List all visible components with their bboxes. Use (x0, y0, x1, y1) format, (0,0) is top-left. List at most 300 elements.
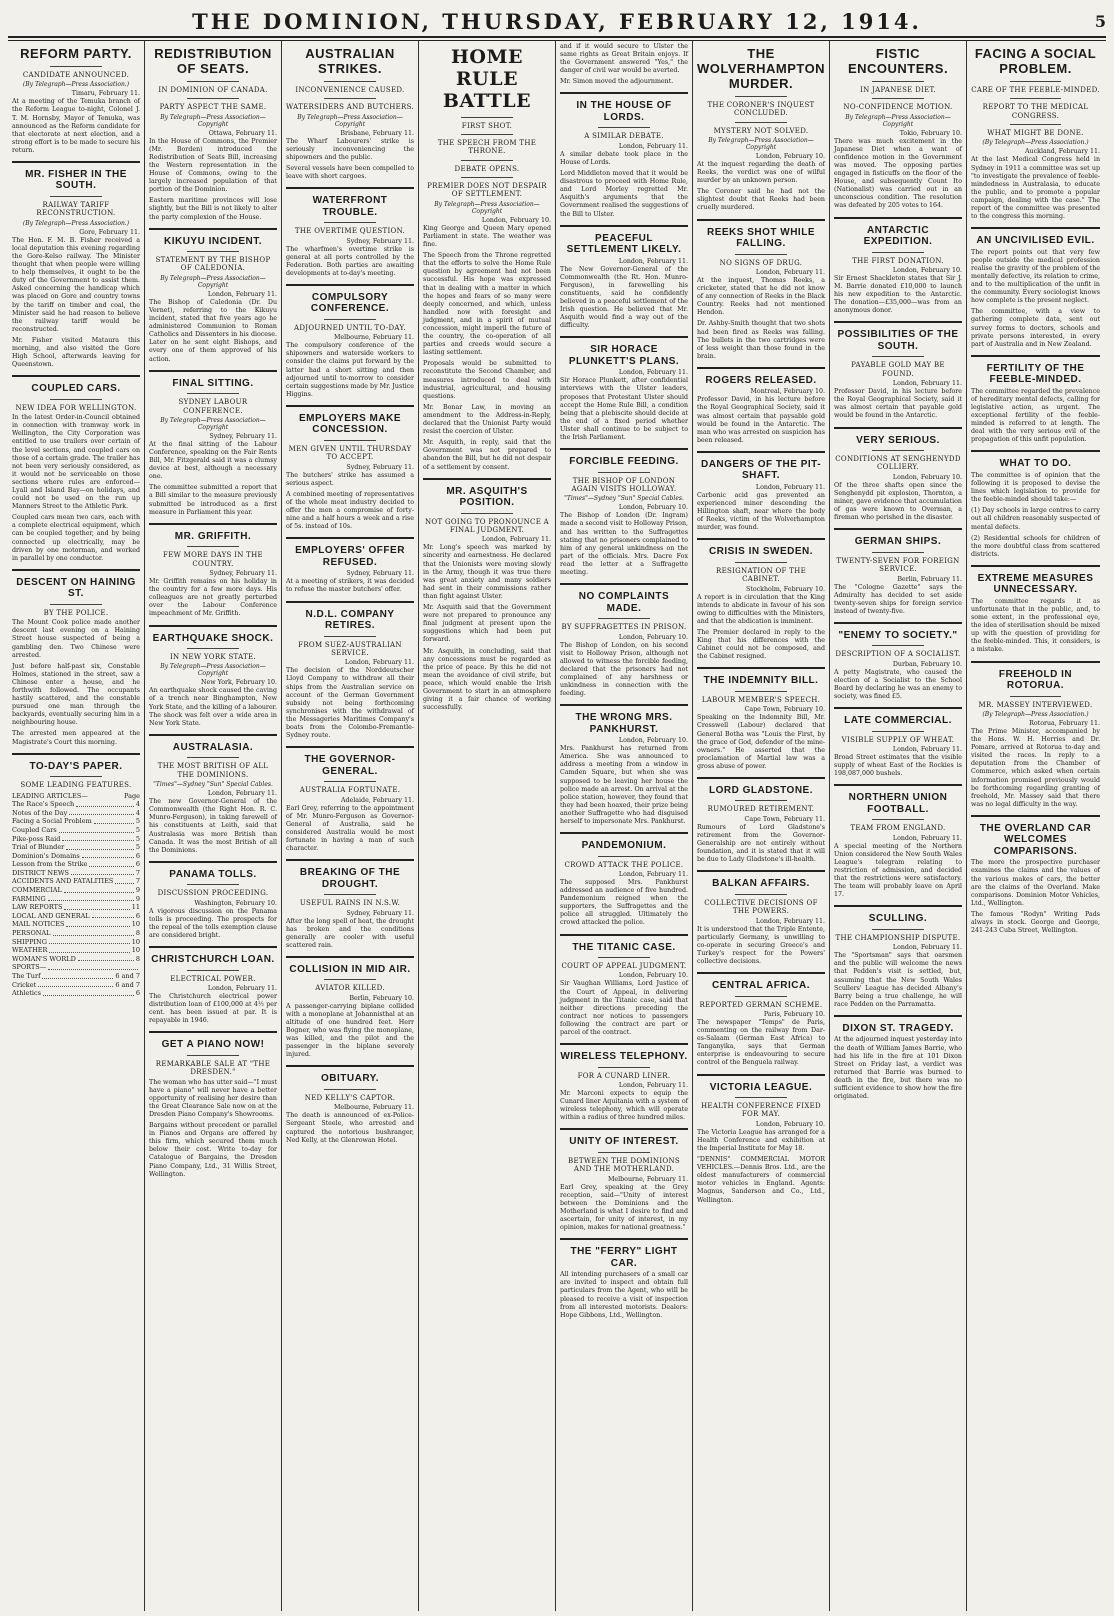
subhead-rule (1010, 98, 1062, 99)
contents-leader (64, 903, 129, 910)
article-divider (834, 905, 962, 907)
subhead: THE FIRST DONATION. (852, 256, 944, 265)
subhead: WHAT MIGHT BE DONE. (987, 129, 1084, 138)
dateline: London, February 11. (892, 746, 962, 754)
body-paragraph: "DENNIS" COMMERCIAL MOTOR VEHICLES.—Dennis Bros. Ltd., are the oldest manufacturers of commercial motor vehicles in England. Agents: Magnus, Sanderson and Co., Ltd., Wellington. (697, 1156, 825, 1204)
article (286, 187, 414, 278)
headline: REDISTRIBUTION OF SEATS. (154, 46, 272, 76)
article-divider (149, 1031, 277, 1033)
contents-leader (64, 886, 134, 893)
dateline: London, February 11. (481, 536, 551, 544)
contents-item (12, 860, 140, 869)
headline: AUSTRALASIA. (172, 741, 254, 753)
article-divider (149, 370, 277, 372)
contents-item (12, 895, 140, 904)
subhead: THE SPEECH FROM THE THRONE. (437, 138, 537, 156)
body-paragraph: In the House of Commons, the Premier (Mr. Borden) introduced the Redistribution of Seats Bill, increasing the Western representation in the House of Commons, owing to the largely increased population of that portion of the Dominion. (149, 137, 277, 194)
article (286, 601, 414, 741)
contents-leader (66, 843, 134, 850)
headline: REFORM PARTY. (20, 46, 132, 61)
subhead-rule (735, 562, 786, 563)
article-divider (560, 336, 688, 338)
subhead: PAYABLE GOLD MAY BE FOUND. (851, 361, 945, 378)
headline: SIR HORACE PLUNKETT'S PLANS. (568, 344, 680, 367)
contents-item-label: LOCAL AND GENERAL (12, 911, 90, 920)
article-divider (149, 228, 277, 230)
contents-item (12, 869, 140, 878)
page-number: 5 (1094, 11, 1106, 31)
dateline: London, February 10. (481, 216, 551, 224)
contents-header-page: Page (124, 791, 140, 800)
column-5 (556, 41, 693, 1611)
article-divider (560, 583, 688, 585)
article (971, 47, 1100, 221)
subhead-rule (187, 81, 238, 82)
contents-item-label: Facing a Social Problem (12, 817, 92, 826)
article (560, 92, 688, 218)
dateline: Washington, February 10. (194, 899, 277, 907)
headline: GET A PIANO NOW! (161, 1039, 265, 1051)
body-paragraph: Mr. Asquith, in concluding, said that any concessions must be regarded as the price of peace. By this he did not mean the avoidance of civil strife, but peace, which would enable the Irish Government to start in an atmosphere giving it a fair chance of working successfully. (423, 647, 551, 712)
body-paragraph: Mr. Long's speech was marked by sincerity and earnestness. He declared that the Unionists were moving slowly in the Army, though it was true there was great anxiety and many soldiers had sent in their commissions rather than fight against Ulster. (423, 544, 551, 600)
body-paragraph: The famous "Rodyn" Writing Pads always in stock. George and George, 241-243 Cuba Street, Wellington. (971, 910, 1100, 935)
subhead: REMARKABLE SALE AT "THE DRESDEN." (155, 1059, 271, 1077)
article (286, 859, 414, 950)
body-paragraph: It is understood that the Triple Entente, particularly Germany, is unwilling to co-operate in securing Greece's and Turkey's respect for the Powers' collective decisions. (697, 925, 825, 965)
wire-credit: (By Telegraph—Press Association.) (22, 81, 130, 89)
article (697, 777, 825, 864)
article (697, 367, 825, 445)
headline: EXTREME MEASURES UNNECESSARY. (977, 572, 1094, 596)
headline: TO-DAY'S PAPER. (29, 760, 123, 772)
headline: REEKS SHOT WHILE FALLING. (706, 226, 815, 250)
article-divider (286, 187, 414, 189)
headline: PANDEMONIUM. (581, 840, 667, 852)
dateline: Cape Town, February 11. (744, 815, 825, 823)
body-paragraph: Lord Middleton moved that it would be disastrous to proceed with Home Rule, and Lord Morley regretted Mr. Asquith's arguments that the Government realised the suggestions of the Bill to Ulster. (560, 170, 688, 218)
dateline: Stockholm, February 10. (746, 585, 825, 593)
body-paragraph: Broad Street estimates that the visible supply of wheat East of the Rockies is 198,087,000 bushels. (834, 754, 962, 778)
subhead-rule (735, 122, 786, 123)
subhead: COLLECTIVE DECISIONS OF THE POWERS. (704, 898, 818, 916)
body-paragraph: The Prime Minister, accompanied by the Hons. W. H. Herries and Dr. Pomare, arrived at Rotorua to-day and visited the races. In reply to a deputation from the Chamber of Commerce, which asked when certain information promised previously would be forthcoming regarding granting of freehold, Mr. Massey said that there was no legal difficulty in the way. (971, 727, 1100, 808)
article-divider (697, 451, 825, 453)
subhead-rule (735, 254, 786, 255)
article-divider (560, 448, 688, 450)
body-paragraph: Coupled cars mean two cars, each with a complete electrical equipment, which can be coupled together, and by being connected up electrically, may be driven by one motorman, and worked in parallel by one conductor. (12, 514, 140, 562)
subhead: ADJOURNED UNTIL TO-DAY. (293, 323, 407, 332)
article-divider (971, 450, 1100, 452)
contents-header (12, 792, 140, 801)
article (286, 405, 414, 531)
body-paragraph: An earthquake shock caused the caving of a trench near Binghampton, New York State, and the killing of a labourer. The shock was felt over a wide area in New York State. (149, 687, 277, 727)
article (560, 1238, 688, 1320)
dateline: London, February 11. (207, 790, 277, 798)
body-paragraph: The New Governor-General of the Commonwealth (the Rt. Hon. Munro-Ferguson), in farewelling his constituents, said he confidently believed in a peaceful settlement of the Irish question. He believed that Mr. Asquith would find a way out of the difficulty. (560, 265, 688, 330)
body-paragraph: The death is announced of ex-Police-Sergeant Steele, who arrested and captured the notorious bushranger, Ned Kelly, at the Glenrowan Hotel. (286, 1112, 414, 1144)
article (560, 583, 688, 698)
headline: MR. GRIFFITH. (174, 530, 252, 542)
dateline: Sydney, February 11. (209, 432, 277, 440)
article-divider (834, 622, 962, 624)
contents-item-page: 9 (135, 894, 140, 903)
headline: NO COMPLAINTS MADE. (578, 591, 670, 614)
body-paragraph: A report is in circulation that the King intends to abdicate in favour of his son owing to difficulties with the Ministers, and that the abdication is imminent. (697, 593, 825, 625)
subhead-rule (598, 618, 649, 619)
body-paragraph: The committee is of opinion that the following it is proposed to devise the lines which legislation to provide for the feeble-minded should take:— (971, 471, 1100, 504)
contents-leader (66, 920, 129, 927)
dateline: Paris, February 10. (763, 1010, 825, 1018)
body-paragraph: Mr. Griffith remains on his holiday in the country for a few more days. His colleagues are not greatly perturbed over the Labour Conference impeachment of Mr. Griffith. (149, 578, 277, 618)
dateline: London, February 11. (618, 1082, 688, 1090)
subhead-rule (50, 66, 101, 67)
subhead-rule (598, 127, 649, 128)
article-divider (149, 523, 277, 525)
article (971, 565, 1100, 655)
column-4 (419, 41, 556, 1611)
subhead-rule (461, 513, 512, 514)
subhead-rule (872, 450, 923, 451)
contents-leader (49, 938, 130, 945)
subhead: A SIMILAR DEBATE. (584, 132, 664, 141)
headline: ROGERS RELEASED. (705, 374, 817, 386)
article-divider (560, 832, 688, 834)
contents-leader (89, 860, 133, 867)
article (697, 538, 825, 661)
article-divider (697, 777, 825, 779)
contents-item-page: 6 and 7 (115, 972, 140, 980)
subhead: LABOUR MEMBER'S SPEECH. (701, 695, 821, 704)
subhead: AVIATOR KILLED. (315, 984, 385, 993)
body-paragraph: (1) Day schools in large centres to carry out all children reasonably suspected of mental defects. (971, 507, 1100, 531)
contents-item (12, 800, 140, 809)
contents-item (12, 946, 140, 955)
headline: COLLISION IN MID AIR. (289, 963, 411, 975)
article-divider (149, 946, 277, 948)
subhead-rule (735, 996, 786, 997)
subhead-rule (872, 98, 923, 99)
dateline: London, February 11. (755, 917, 825, 925)
columns-container (8, 40, 1106, 1611)
article-divider (560, 1238, 688, 1240)
headline: KIKUYU INCIDENT. (163, 235, 262, 247)
dateline: London, February 10. (618, 972, 688, 980)
wire-credit: By Telegraph—Press Association—Copyright (160, 113, 266, 128)
body-paragraph: Sir Ernest Shackleton states that Sir J. M. Barrie donated £10,000 to launch his new expedition to the Antarctic. The donation—£35,000—was from an anonymous donor. (834, 274, 962, 315)
subhead-rule (324, 1089, 375, 1090)
subhead-rule (50, 604, 101, 605)
subhead: PARTY ASPECT THE SAME. (159, 103, 267, 112)
wire-credit: By Telegraph—Press Association—Copyright (708, 136, 814, 151)
article (834, 427, 962, 523)
contents-item-label: Pike-poss Raid (12, 834, 61, 843)
headline: LORD GLADSTONE. (709, 784, 813, 796)
subhead-rule (872, 252, 923, 253)
dateline: Melbourne, February 11. (607, 1175, 688, 1183)
body-paragraph: Mr. Fisher visited Mataura this morning, and also visited the Gore High School, afterwards leaving for Queenstown. (12, 336, 140, 369)
headline: BALKAN AFFAIRS. (712, 878, 810, 890)
body-paragraph: The committee, with a view to gathering complete data, sent out survey forms to doctors, schools and private persons interested, in every part of Australia and in New Zealand. (971, 308, 1100, 348)
subhead: MEN GIVEN UNTIL THURSDAY TO ACCEPT. (288, 444, 412, 462)
dateline: London, February 11. (755, 268, 825, 276)
article-divider (149, 734, 277, 736)
contents-leader (42, 972, 113, 979)
contents-item-page: 5 (135, 817, 140, 826)
subhead: NO SIGNS OF DRUG. (719, 258, 803, 267)
article-divider (834, 528, 962, 530)
contents-item-page: 9 (135, 886, 140, 895)
subhead: STATEMENT BY THE BISHOP OF CALEDONIA. (155, 256, 271, 273)
dateline: Ottawa, February 11. (208, 129, 277, 137)
subhead-rule (872, 81, 923, 82)
dateline: London, February 10. (618, 504, 688, 512)
subhead-rule (872, 356, 923, 357)
contents-item (12, 903, 140, 912)
contents-item-label: MAIL NOTICES (12, 920, 65, 929)
contents-item (12, 809, 140, 818)
contents-item (12, 877, 140, 886)
body-paragraph: A similar debate took place in the House of Lords. (560, 150, 688, 166)
headline: HOME RULE BATTLE (442, 46, 532, 112)
body-paragraph: Earl Grey, referring to the appointment of Mr. Munro-Ferguson as Governor-General of Australia, said he considered Australia would be most fortunate in having a man of such character. (286, 804, 414, 853)
body-paragraph: The "Cologne Gazette" says the Admiralty has decided to set aside twenty-seven ships for foreign service instead of twenty-five. (834, 583, 962, 615)
headline: OBITUARY. (320, 1073, 380, 1085)
headline: N.D.L. COMPANY RETIRES. (305, 608, 395, 632)
contents-item-page: 11 (131, 903, 140, 912)
headline: CRISIS IN SWEDEN. (708, 546, 814, 558)
subhead: BY THE POLICE. (43, 608, 109, 617)
article (149, 523, 277, 619)
subhead-rule (872, 552, 923, 553)
headline: AUSTRALIAN STRIKES. (305, 46, 395, 76)
article-divider (697, 870, 825, 872)
subhead: SYDNEY LABOUR CONFERENCE. (178, 398, 248, 415)
subhead-rule (187, 970, 238, 971)
dateline: London, February 10. (892, 473, 962, 481)
body-paragraph: Professor David, in his lecture before the Royal Geographical Society, said it was almost certain that payable gold would be found in the Antarctic. (834, 388, 962, 420)
article (286, 537, 414, 594)
headline: CENTRAL AFRICA. (711, 980, 811, 992)
subhead: IN DOMINION OF CANADA. (158, 85, 268, 94)
subhead: DEBATE OPENS. (454, 164, 520, 173)
wire-credit: (By Telegraph—Press Association.) (982, 139, 1089, 147)
article (971, 450, 1100, 558)
contents-item-page: 4 (135, 808, 140, 817)
article (697, 451, 825, 532)
contents-item-label: PERSONAL (12, 929, 51, 938)
headline: POSSIBILITIES OF THE SOUTH. (837, 329, 959, 352)
dateline: Berlin, February 11. (897, 575, 962, 583)
body-paragraph: The arrested men appeared at the Magistrate's Court this morning. (12, 730, 140, 746)
contents-leader (115, 877, 134, 884)
headline: AN UNCIVILISED EVIL. (976, 235, 1095, 247)
wire-credit: By Telegraph—Press Association—Copyright (160, 663, 266, 678)
body-paragraph: King George and Queen Mary opened Parliament in state. The weather was fine. (423, 224, 551, 249)
article-divider (12, 569, 140, 571)
contents-list (12, 792, 140, 998)
subhead-rule (872, 819, 923, 820)
body-paragraph: Speaking on the Indemnity Bill, Mr. Cresswell (Labour) declared that General Botha was "Louis the First, by the grace of God, defender of the mine-owners." He asserted that the proclamation of Martial law was a gross abuse of power. (697, 714, 825, 770)
body-paragraph: The committee regarded the prevalence of hereditary mental defects, calling for legislative action, as urgent. The exceptional fertility of the feeble-minded is referred to at length. The deal with the very serious evil of the propagation of this unfit population. (971, 387, 1100, 444)
contents-item-page: 5 (135, 834, 140, 843)
article-divider (286, 537, 414, 539)
subhead: MR. MASSEY INTERVIEWED. (978, 700, 1093, 709)
dateline: London, February 11. (207, 290, 277, 298)
contents-item-page: 6 and 7 (115, 980, 140, 989)
subhead: THE OVERTIME QUESTION. (294, 227, 406, 236)
subhead-rule (1010, 81, 1062, 82)
subhead: FEW MORE DAYS IN THE COUNTRY. (163, 551, 263, 568)
headline: GERMAN SHIPS. (854, 536, 942, 548)
article-divider (971, 227, 1100, 229)
article (834, 784, 962, 899)
dateline: London, February 11. (755, 483, 825, 491)
headline: DANGERS OF THE PIT-SHAFT. (700, 458, 822, 482)
dateline: Rotorua, February 11. (1029, 719, 1100, 727)
contents-item (12, 886, 140, 895)
wire-credit: "Times"—Sydney "Sun" Special Cables. (153, 781, 273, 789)
contents-item-page: 7 (135, 877, 140, 886)
contents-item (12, 912, 140, 921)
body-paragraph: The butchers' strike has assumed a serious aspect. (286, 471, 414, 487)
contents-item (12, 835, 140, 844)
subhead-rule (1010, 124, 1062, 125)
contents-item (12, 920, 140, 929)
subhead-rule (461, 117, 512, 118)
body-paragraph: The Speech from the Throne regretted that the efforts to solve the Home Rule question by agreement had not been successful. His hope was expressed that in dealing with a matter in which the hopes and fears of so many were deeply concerned, and which, unless handled now with foresight and judgment, and in a spirit of mutual concession, might imperil the future of the country, the co-operation of all parties and creeds would secure a lasting settlement. (423, 252, 551, 357)
contents-leader (71, 869, 134, 876)
headline: FISTIC ENCOUNTERS. (847, 46, 949, 76)
dateline: London, February 11. (618, 369, 688, 377)
subhead: IN JAPANESE DIET. (860, 85, 936, 94)
subhead: HEALTH CONFERENCE FIXED FOR MAY. (701, 1102, 821, 1119)
article (12, 375, 140, 563)
subhead: CANDIDATE ANNOUNCED. (22, 70, 130, 79)
contents-leader (92, 912, 134, 919)
wire-credit: By Telegraph—Press Association—Copyright (297, 113, 403, 128)
wire-credit: By Telegraph—Press Association—Copyright (434, 200, 540, 215)
contents-item-label: ACCIDENTS AND FATALITIES (12, 877, 114, 886)
subhead: THE BISHOP OF LONDON AGAIN VISITS HOLLOWAY. (571, 476, 677, 493)
subhead: USEFUL RAINS IN N.S.W. (299, 899, 401, 908)
subhead: DISCUSSION PROCEEDING. (157, 889, 269, 898)
subhead: THE CORONER'S INQUEST CONCLUDED. (707, 100, 815, 118)
article (149, 734, 277, 855)
headline: DIXON ST. TRAGEDY. (842, 1022, 954, 1034)
body-paragraph: The new Governor-General of the Commonwealth (the Right Hon. R. C. Munro-Ferguson), in taking farewell of his constituents at Leith, said that Australasia was more British than Canada. It was the most British of all the Dominions. (149, 798, 277, 854)
contents-item (12, 843, 140, 852)
body-paragraph: All intending purchasers of a small car are invited to inspect and obtain full particulars from the Agent, who will be pleased to receive a visit of inspection from all interested motorists. Dealers: Hope Gibbons, Ltd., Wellington. (560, 1271, 688, 1319)
subhead: FOR A CUNARD LINER. (577, 1071, 671, 1080)
wire-credit: By Telegraph—Press Association—Copyright (160, 274, 266, 289)
headline: THE OVERLAND CAR WELCOMES COMPARISONS. (979, 822, 1092, 857)
article (12, 47, 140, 155)
article (286, 746, 414, 853)
article (423, 478, 551, 713)
body-paragraph: The woman who has utter said—"I must have a piano" will never have a better opportunity of realising her desire than the Great Clearance Sale now on at the Dresden Piano Company's Showrooms. (149, 1078, 277, 1118)
contents-item-page: 5 (135, 825, 140, 834)
article-divider (286, 405, 414, 407)
dateline: Sydney, February 11. (346, 463, 414, 471)
masthead-title: THE DOMINION, THURSDAY, FEBRUARY 12, 1914. (192, 8, 922, 34)
contents-leader (48, 963, 138, 970)
dateline: London, February 10. (618, 633, 688, 641)
dateline: Durban, February 10. (892, 660, 962, 668)
subhead: RAILWAY TARIFF RECONSTRUCTION. (36, 200, 116, 218)
dateline: Sydney, February 11. (346, 909, 414, 917)
article-divider (697, 367, 825, 369)
article (560, 934, 688, 1038)
body-paragraph: The wharfmen's overtime strike is general at all ports controlled by the Federation. Both parties are awaiting developments at to-day's meeting. (286, 245, 414, 277)
body-paragraph: At a meeting of the Temuka branch of the Reform League to-night, Colonel J. T. M. Hornsby, Mayor of Temuka, was announced as the Reform candidate for that electorate at next election, and a strong effort is to be made to secure his return. (12, 98, 140, 154)
body-paragraph: The Bishop of London, on his second visit to Holloway Prison, although not allowed to witness the forcible feeding, declared that the prisoners had not complained of any harshness or unkindness in connection with the feeding. (560, 641, 688, 698)
subhead-rule (598, 957, 649, 958)
body-paragraph: Bargains without precedent or parallel in Pianos and Organs are offered by this firm, which secured them much below their cost. Write to-day for Catalogue of Bargains, the Dresden Piano Company, Ltd., 31 Willis Street, Wellington. (149, 1122, 277, 1178)
article-divider (834, 707, 962, 709)
contents-leader (48, 895, 134, 902)
subhead-rule (461, 134, 512, 135)
article (697, 219, 825, 361)
contents-leader (82, 852, 134, 859)
article-divider (697, 667, 825, 669)
subhead: THE CHAMPIONSHIP DISPUTE. (835, 933, 961, 942)
subhead: REPORTED GERMAN SCHEME. (699, 1000, 823, 1009)
article-divider (286, 746, 414, 748)
wire-credit: (By Telegraph—Press Association.) (982, 710, 1089, 718)
subhead: ELECTRICAL POWER. (170, 974, 256, 983)
headline: FORCIBLE FEEDING. (569, 456, 679, 468)
article (697, 667, 825, 771)
headline: MR. FISHER IN THE SOUTH. (25, 168, 127, 192)
headline: EMPLOYERS' OFFER REFUSED. (295, 545, 405, 568)
subhead-rule (187, 648, 238, 649)
article (12, 569, 140, 747)
subhead: NEW IDEA FOR WELLINGTON. (15, 403, 137, 412)
body-paragraph: The Victoria League has arranged for a Health Conference and exhibition at the Imperial Institute for May 18. (697, 1128, 825, 1153)
headline: CHRISTCHURCH LOAN. (151, 954, 275, 966)
dateline: London, February 11. (207, 984, 277, 992)
body-paragraph: A combined meeting of representatives of the whole meat industry decided to offer the men a compromise of forty-nine and a half hours a week and a rise of 5s. instead of 10s. (286, 490, 414, 531)
subhead: AUSTRALIA FORTUNATE. (299, 786, 401, 795)
headline: FINAL SITTING. (172, 377, 254, 389)
body-paragraph: Mr. Bonar Law, in moving an amendment to the Address-in-Reply, declared that the Unionist Party would resist the coercion of Ulster. (423, 403, 551, 436)
article (834, 707, 962, 778)
subhead-rule (872, 929, 923, 930)
dateline: Auckland, February 11. (1025, 148, 1100, 156)
headline: FERTILITY OF THE FEEBLE-MINDED. (986, 362, 1085, 386)
article (560, 225, 688, 331)
contents-item (12, 929, 140, 938)
subhead: CROWD ATTACK THE POLICE. (564, 860, 684, 869)
subhead-rule (461, 177, 512, 178)
body-paragraph: Mr. Marconi expects to equip the Cunard liner Aquitania with a system of wireless telephony, which will operate within a radius of three hundred miles. (560, 1090, 688, 1122)
article (149, 1031, 277, 1178)
article-divider (286, 601, 414, 603)
subhead: INCONVENIENCE CAUSED. (295, 85, 405, 94)
subhead: FROM SUEZ-AUSTRALIAN SERVICE. (298, 640, 402, 657)
body-paragraph: The Christchurch electrical power distribution loan of £100,000 at 4½ per cent. has been issued at par. It is repayable in 1946. (149, 992, 277, 1025)
article (697, 47, 825, 213)
body-paragraph: and if it would secure to Ulster the same rights as Great Britain enjoys. If the Government answered "Yes," the danger of civil war would be averted. (560, 43, 688, 75)
subhead-rule (187, 1055, 238, 1056)
body-paragraph: A petty Magistrate, who caused the election of a Socialist to the School Board by declaring he was an enemy to society, was fined £5. (834, 668, 962, 701)
subhead-rule (598, 1067, 649, 1068)
article (286, 284, 414, 399)
subhead: VISIBLE SUPPLY OF WHEAT. (841, 735, 955, 744)
article (286, 47, 414, 181)
article (560, 832, 688, 927)
article-divider (423, 478, 551, 480)
